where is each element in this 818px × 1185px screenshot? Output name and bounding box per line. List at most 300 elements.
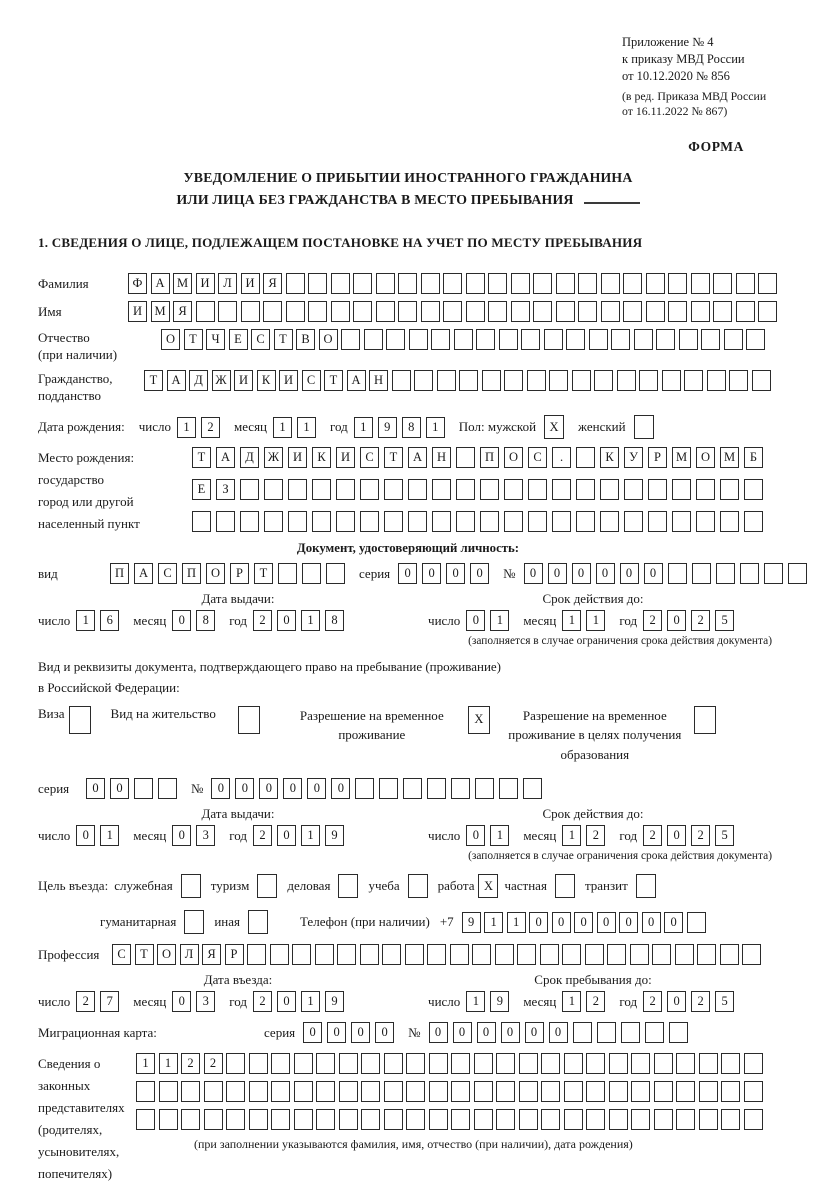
- char-cell[interactable]: [294, 1053, 313, 1074]
- char-cell[interactable]: М: [151, 301, 170, 322]
- char-cell[interactable]: [562, 944, 581, 965]
- char-cell[interactable]: И: [279, 370, 298, 391]
- char-cell[interactable]: А: [216, 447, 235, 468]
- char-cell[interactable]: [564, 1053, 583, 1074]
- char-cell[interactable]: [341, 329, 360, 350]
- char-cell[interactable]: [312, 511, 331, 532]
- char-cell[interactable]: [339, 1053, 358, 1074]
- purpose-tourism-checkbox[interactable]: [257, 874, 277, 898]
- char-cell[interactable]: [361, 1109, 380, 1130]
- char-cell[interactable]: [432, 479, 451, 500]
- char-cell[interactable]: [556, 301, 575, 322]
- char-cell[interactable]: [451, 1109, 470, 1130]
- char-cell[interactable]: [238, 706, 260, 734]
- char-cell[interactable]: Н: [369, 370, 388, 391]
- char-cell[interactable]: [541, 1053, 560, 1074]
- char-cell[interactable]: 2: [253, 610, 272, 631]
- char-cell[interactable]: 8: [196, 610, 215, 631]
- char-cell[interactable]: [408, 874, 428, 898]
- migration-series-cells[interactable]: [303, 1022, 394, 1043]
- profession-cells[interactable]: [112, 944, 761, 965]
- char-cell[interactable]: 0: [375, 1022, 394, 1043]
- char-cell[interactable]: 1: [562, 610, 581, 631]
- char-cell[interactable]: 0: [259, 778, 278, 799]
- char-cell[interactable]: [454, 329, 473, 350]
- char-cell[interactable]: [257, 874, 277, 898]
- char-cell[interactable]: 9: [325, 825, 344, 846]
- char-cell[interactable]: 1: [76, 610, 95, 631]
- char-cell[interactable]: 0: [398, 563, 417, 584]
- char-cell[interactable]: [601, 301, 620, 322]
- char-cell[interactable]: Т: [254, 563, 273, 584]
- char-cell[interactable]: [248, 910, 268, 934]
- char-cell[interactable]: [758, 301, 777, 322]
- char-cell[interactable]: 1: [586, 610, 605, 631]
- char-cell[interactable]: [601, 273, 620, 294]
- entry-month[interactable]: [172, 991, 215, 1012]
- representatives-row3[interactable]: [136, 1109, 763, 1130]
- char-cell[interactable]: [338, 874, 358, 898]
- char-cell[interactable]: С: [112, 944, 131, 965]
- char-cell[interactable]: [720, 511, 739, 532]
- char-cell[interactable]: [533, 301, 552, 322]
- char-cell[interactable]: Ч: [206, 329, 225, 350]
- representatives-row2[interactable]: [136, 1081, 763, 1102]
- char-cell[interactable]: [382, 944, 401, 965]
- char-cell[interactable]: Т: [384, 447, 403, 468]
- char-cell[interactable]: [668, 301, 687, 322]
- char-cell[interactable]: [744, 511, 763, 532]
- char-cell[interactable]: З: [216, 479, 235, 500]
- char-cell[interactable]: [556, 273, 575, 294]
- char-cell[interactable]: О: [157, 944, 176, 965]
- name-cells[interactable]: [128, 301, 777, 322]
- char-cell[interactable]: [271, 1109, 290, 1130]
- char-cell[interactable]: А: [408, 447, 427, 468]
- char-cell[interactable]: [611, 329, 630, 350]
- char-cell[interactable]: [589, 329, 608, 350]
- identity-issue-year[interactable]: [253, 610, 344, 631]
- char-cell[interactable]: [552, 511, 571, 532]
- char-cell[interactable]: [496, 1053, 515, 1074]
- char-cell[interactable]: 8: [325, 610, 344, 631]
- char-cell[interactable]: 0: [172, 991, 191, 1012]
- char-cell[interactable]: [360, 511, 379, 532]
- char-cell[interactable]: И: [336, 447, 355, 468]
- char-cell[interactable]: 0: [597, 912, 616, 933]
- char-cell[interactable]: [504, 370, 523, 391]
- char-cell[interactable]: 2: [691, 610, 710, 631]
- char-cell[interactable]: 2: [643, 991, 662, 1012]
- char-cell[interactable]: [552, 479, 571, 500]
- char-cell[interactable]: 0: [307, 778, 326, 799]
- char-cell[interactable]: С: [528, 447, 547, 468]
- char-cell[interactable]: X: [468, 706, 490, 734]
- char-cell[interactable]: [159, 1081, 178, 1102]
- char-cell[interactable]: 0: [303, 1022, 322, 1043]
- char-cell[interactable]: [668, 563, 687, 584]
- male-checkbox[interactable]: [544, 415, 564, 439]
- char-cell[interactable]: [181, 1081, 200, 1102]
- char-cell[interactable]: 0: [524, 563, 543, 584]
- char-cell[interactable]: [339, 1081, 358, 1102]
- char-cell[interactable]: [609, 1053, 628, 1074]
- char-cell[interactable]: 1: [297, 417, 316, 438]
- char-cell[interactable]: 2: [643, 610, 662, 631]
- birth-place-row2[interactable]: [192, 479, 763, 500]
- char-cell[interactable]: [676, 1053, 695, 1074]
- char-cell[interactable]: Л: [218, 273, 237, 294]
- char-cell[interactable]: [247, 944, 266, 965]
- char-cell[interactable]: [408, 479, 427, 500]
- char-cell[interactable]: [578, 273, 597, 294]
- char-cell[interactable]: [519, 1081, 538, 1102]
- char-cell[interactable]: 1: [354, 417, 373, 438]
- char-cell[interactable]: [331, 301, 350, 322]
- char-cell[interactable]: 0: [422, 563, 441, 584]
- char-cell[interactable]: [414, 370, 433, 391]
- char-cell[interactable]: [609, 1109, 628, 1130]
- char-cell[interactable]: [662, 370, 681, 391]
- char-cell[interactable]: [158, 778, 177, 799]
- char-cell[interactable]: [264, 479, 283, 500]
- char-cell[interactable]: [308, 301, 327, 322]
- char-cell[interactable]: [607, 944, 626, 965]
- char-cell[interactable]: [264, 511, 283, 532]
- char-cell[interactable]: О: [504, 447, 523, 468]
- char-cell[interactable]: [476, 329, 495, 350]
- char-cell[interactable]: 0: [470, 563, 489, 584]
- char-cell[interactable]: [517, 944, 536, 965]
- char-cell[interactable]: [764, 563, 783, 584]
- char-cell[interactable]: [736, 273, 755, 294]
- char-cell[interactable]: [541, 1081, 560, 1102]
- char-cell[interactable]: [646, 273, 665, 294]
- char-cell[interactable]: 2: [181, 1053, 200, 1074]
- char-cell[interactable]: [443, 273, 462, 294]
- char-cell[interactable]: [336, 479, 355, 500]
- char-cell[interactable]: [541, 1109, 560, 1130]
- char-cell[interactable]: [668, 273, 687, 294]
- char-cell[interactable]: [336, 511, 355, 532]
- char-cell[interactable]: [181, 874, 201, 898]
- char-cell[interactable]: [466, 273, 485, 294]
- char-cell[interactable]: 1: [159, 1053, 178, 1074]
- char-cell[interactable]: [586, 1053, 605, 1074]
- char-cell[interactable]: [361, 1081, 380, 1102]
- char-cell[interactable]: [572, 370, 591, 391]
- char-cell[interactable]: 0: [429, 1022, 448, 1043]
- char-cell[interactable]: [669, 1022, 688, 1043]
- char-cell[interactable]: 1: [562, 825, 581, 846]
- char-cell[interactable]: 0: [501, 1022, 520, 1043]
- char-cell[interactable]: [360, 479, 379, 500]
- char-cell[interactable]: [451, 1053, 470, 1074]
- char-cell[interactable]: [742, 944, 761, 965]
- char-cell[interactable]: [724, 329, 743, 350]
- char-cell[interactable]: [631, 1053, 650, 1074]
- char-cell[interactable]: [474, 1109, 493, 1130]
- char-cell[interactable]: [654, 1109, 673, 1130]
- char-cell[interactable]: И: [234, 370, 253, 391]
- char-cell[interactable]: 0: [453, 1022, 472, 1043]
- char-cell[interactable]: [294, 1109, 313, 1130]
- char-cell[interactable]: 2: [253, 825, 272, 846]
- char-cell[interactable]: Я: [263, 273, 282, 294]
- char-cell[interactable]: Ж: [212, 370, 231, 391]
- char-cell[interactable]: К: [600, 447, 619, 468]
- char-cell[interactable]: [699, 1109, 718, 1130]
- char-cell[interactable]: Т: [135, 944, 154, 965]
- char-cell[interactable]: И: [128, 301, 147, 322]
- char-cell[interactable]: 0: [211, 778, 230, 799]
- stay-year[interactable]: [643, 991, 734, 1012]
- char-cell[interactable]: [308, 273, 327, 294]
- stay-day[interactable]: [466, 991, 509, 1012]
- char-cell[interactable]: [696, 479, 715, 500]
- char-cell[interactable]: А: [151, 273, 170, 294]
- char-cell[interactable]: [421, 273, 440, 294]
- char-cell[interactable]: [249, 1081, 268, 1102]
- char-cell[interactable]: И: [288, 447, 307, 468]
- char-cell[interactable]: [578, 301, 597, 322]
- char-cell[interactable]: [294, 1081, 313, 1102]
- char-cell[interactable]: [623, 301, 642, 322]
- char-cell[interactable]: [744, 1053, 763, 1074]
- char-cell[interactable]: [204, 1081, 223, 1102]
- char-cell[interactable]: 0: [642, 912, 661, 933]
- char-cell[interactable]: [679, 329, 698, 350]
- char-cell[interactable]: Р: [648, 447, 667, 468]
- char-cell[interactable]: 8: [402, 417, 421, 438]
- residence-issue-month[interactable]: [172, 825, 215, 846]
- char-cell[interactable]: С: [302, 370, 321, 391]
- char-cell[interactable]: 0: [619, 912, 638, 933]
- char-cell[interactable]: Т: [144, 370, 163, 391]
- char-cell[interactable]: И: [196, 273, 215, 294]
- char-cell[interactable]: [196, 301, 215, 322]
- char-cell[interactable]: [600, 511, 619, 532]
- char-cell[interactable]: [648, 511, 667, 532]
- char-cell[interactable]: [721, 1081, 740, 1102]
- citizenship-cells[interactable]: [144, 370, 771, 391]
- char-cell[interactable]: [528, 479, 547, 500]
- residence-issue-day[interactable]: [76, 825, 119, 846]
- char-cell[interactable]: [694, 706, 716, 734]
- char-cell[interactable]: [746, 329, 765, 350]
- char-cell[interactable]: 1: [562, 991, 581, 1012]
- char-cell[interactable]: [184, 910, 204, 934]
- char-cell[interactable]: [634, 329, 653, 350]
- char-cell[interactable]: [226, 1081, 245, 1102]
- char-cell[interactable]: Я: [173, 301, 192, 322]
- char-cell[interactable]: 5: [715, 825, 734, 846]
- char-cell[interactable]: [398, 273, 417, 294]
- char-cell[interactable]: [316, 1081, 335, 1102]
- char-cell[interactable]: С: [360, 447, 379, 468]
- char-cell[interactable]: В: [296, 329, 315, 350]
- char-cell[interactable]: [134, 778, 153, 799]
- char-cell[interactable]: У: [624, 447, 643, 468]
- char-cell[interactable]: 0: [664, 912, 683, 933]
- char-cell[interactable]: [630, 944, 649, 965]
- char-cell[interactable]: 9: [462, 912, 481, 933]
- char-cell[interactable]: [691, 273, 710, 294]
- char-cell[interactable]: [576, 447, 595, 468]
- char-cell[interactable]: [488, 273, 507, 294]
- char-cell[interactable]: [376, 301, 395, 322]
- char-cell[interactable]: [521, 329, 540, 350]
- char-cell[interactable]: 2: [586, 991, 605, 1012]
- purpose-transit-checkbox[interactable]: [636, 874, 656, 898]
- char-cell[interactable]: [431, 329, 450, 350]
- char-cell[interactable]: Р: [225, 944, 244, 965]
- char-cell[interactable]: [488, 301, 507, 322]
- char-cell[interactable]: [701, 329, 720, 350]
- purpose-private-checkbox[interactable]: [555, 874, 575, 898]
- char-cell[interactable]: 0: [76, 825, 95, 846]
- birth-day-cells[interactable]: [177, 417, 220, 438]
- identity-series-cells[interactable]: [398, 563, 489, 584]
- char-cell[interactable]: [758, 273, 777, 294]
- char-cell[interactable]: [617, 370, 636, 391]
- char-cell[interactable]: 0: [549, 1022, 568, 1043]
- char-cell[interactable]: 0: [552, 912, 571, 933]
- char-cell[interactable]: Е: [192, 479, 211, 500]
- char-cell[interactable]: [384, 1109, 403, 1130]
- char-cell[interactable]: .: [552, 447, 571, 468]
- char-cell[interactable]: [409, 329, 428, 350]
- char-cell[interactable]: [376, 273, 395, 294]
- char-cell[interactable]: [495, 944, 514, 965]
- residence-series-cells[interactable]: [86, 778, 177, 799]
- char-cell[interactable]: 0: [110, 778, 129, 799]
- char-cell[interactable]: [594, 370, 613, 391]
- char-cell[interactable]: [744, 479, 763, 500]
- purpose-business-checkbox[interactable]: [338, 874, 358, 898]
- char-cell[interactable]: 7: [100, 991, 119, 1012]
- char-cell[interactable]: 3: [196, 991, 215, 1012]
- char-cell[interactable]: [316, 1053, 335, 1074]
- char-cell[interactable]: 0: [477, 1022, 496, 1043]
- char-cell[interactable]: 3: [196, 825, 215, 846]
- char-cell[interactable]: А: [134, 563, 153, 584]
- char-cell[interactable]: 1: [490, 610, 509, 631]
- char-cell[interactable]: [226, 1053, 245, 1074]
- char-cell[interactable]: [480, 479, 499, 500]
- char-cell[interactable]: [136, 1109, 155, 1130]
- char-cell[interactable]: [316, 1109, 335, 1130]
- char-cell[interactable]: [240, 511, 259, 532]
- char-cell[interactable]: [624, 511, 643, 532]
- char-cell[interactable]: [697, 944, 716, 965]
- char-cell[interactable]: [249, 1053, 268, 1074]
- char-cell[interactable]: [456, 479, 475, 500]
- char-cell[interactable]: [218, 301, 237, 322]
- char-cell[interactable]: [527, 370, 546, 391]
- char-cell[interactable]: 0: [572, 563, 591, 584]
- char-cell[interactable]: [326, 563, 345, 584]
- char-cell[interactable]: 1: [136, 1053, 155, 1074]
- char-cell[interactable]: 0: [596, 563, 615, 584]
- char-cell[interactable]: 2: [643, 825, 662, 846]
- char-cell[interactable]: [656, 329, 675, 350]
- char-cell[interactable]: [353, 301, 372, 322]
- char-cell[interactable]: [249, 1109, 268, 1130]
- char-cell[interactable]: [379, 778, 398, 799]
- char-cell[interactable]: [687, 912, 706, 933]
- char-cell[interactable]: [585, 944, 604, 965]
- char-cell[interactable]: [475, 778, 494, 799]
- char-cell[interactable]: [564, 1081, 583, 1102]
- char-cell[interactable]: 0: [574, 912, 593, 933]
- char-cell[interactable]: [474, 1053, 493, 1074]
- char-cell[interactable]: [549, 370, 568, 391]
- char-cell[interactable]: [286, 301, 305, 322]
- phone-cells[interactable]: [462, 912, 706, 933]
- char-cell[interactable]: [429, 1081, 448, 1102]
- char-cell[interactable]: [302, 563, 321, 584]
- char-cell[interactable]: О: [161, 329, 180, 350]
- char-cell[interactable]: [624, 479, 643, 500]
- char-cell[interactable]: [451, 778, 470, 799]
- char-cell[interactable]: [360, 944, 379, 965]
- char-cell[interactable]: [740, 563, 759, 584]
- residence-number-cells[interactable]: [211, 778, 542, 799]
- char-cell[interactable]: 0: [525, 1022, 544, 1043]
- char-cell[interactable]: [519, 1053, 538, 1074]
- char-cell[interactable]: П: [110, 563, 129, 584]
- char-cell[interactable]: [443, 301, 462, 322]
- char-cell[interactable]: 2: [691, 825, 710, 846]
- char-cell[interactable]: X: [544, 415, 564, 439]
- char-cell[interactable]: 2: [204, 1053, 223, 1074]
- representatives-row1[interactable]: [136, 1053, 763, 1074]
- purpose-official-checkbox[interactable]: [181, 874, 201, 898]
- char-cell[interactable]: [573, 1022, 592, 1043]
- char-cell[interactable]: 0: [667, 610, 686, 631]
- char-cell[interactable]: 5: [715, 610, 734, 631]
- char-cell[interactable]: К: [312, 447, 331, 468]
- identity-expiry-month[interactable]: [562, 610, 605, 631]
- char-cell[interactable]: [676, 1081, 695, 1102]
- char-cell[interactable]: [648, 479, 667, 500]
- char-cell[interactable]: [597, 1022, 616, 1043]
- char-cell[interactable]: [450, 944, 469, 965]
- char-cell[interactable]: [312, 479, 331, 500]
- char-cell[interactable]: 0: [277, 991, 296, 1012]
- char-cell[interactable]: Л: [180, 944, 199, 965]
- entry-year[interactable]: [253, 991, 344, 1012]
- char-cell[interactable]: 0: [529, 912, 548, 933]
- char-cell[interactable]: [576, 479, 595, 500]
- char-cell[interactable]: Т: [274, 329, 293, 350]
- char-cell[interactable]: [713, 301, 732, 322]
- char-cell[interactable]: [716, 563, 735, 584]
- surname-cells[interactable]: [128, 273, 777, 294]
- char-cell[interactable]: 2: [201, 417, 220, 438]
- char-cell[interactable]: [634, 415, 654, 439]
- char-cell[interactable]: [540, 944, 559, 965]
- migration-number-cells[interactable]: [429, 1022, 688, 1043]
- char-cell[interactable]: [600, 479, 619, 500]
- char-cell[interactable]: Е: [229, 329, 248, 350]
- char-cell[interactable]: [456, 511, 475, 532]
- char-cell[interactable]: 0: [235, 778, 254, 799]
- char-cell[interactable]: Д: [240, 447, 259, 468]
- char-cell[interactable]: [437, 370, 456, 391]
- char-cell[interactable]: [576, 511, 595, 532]
